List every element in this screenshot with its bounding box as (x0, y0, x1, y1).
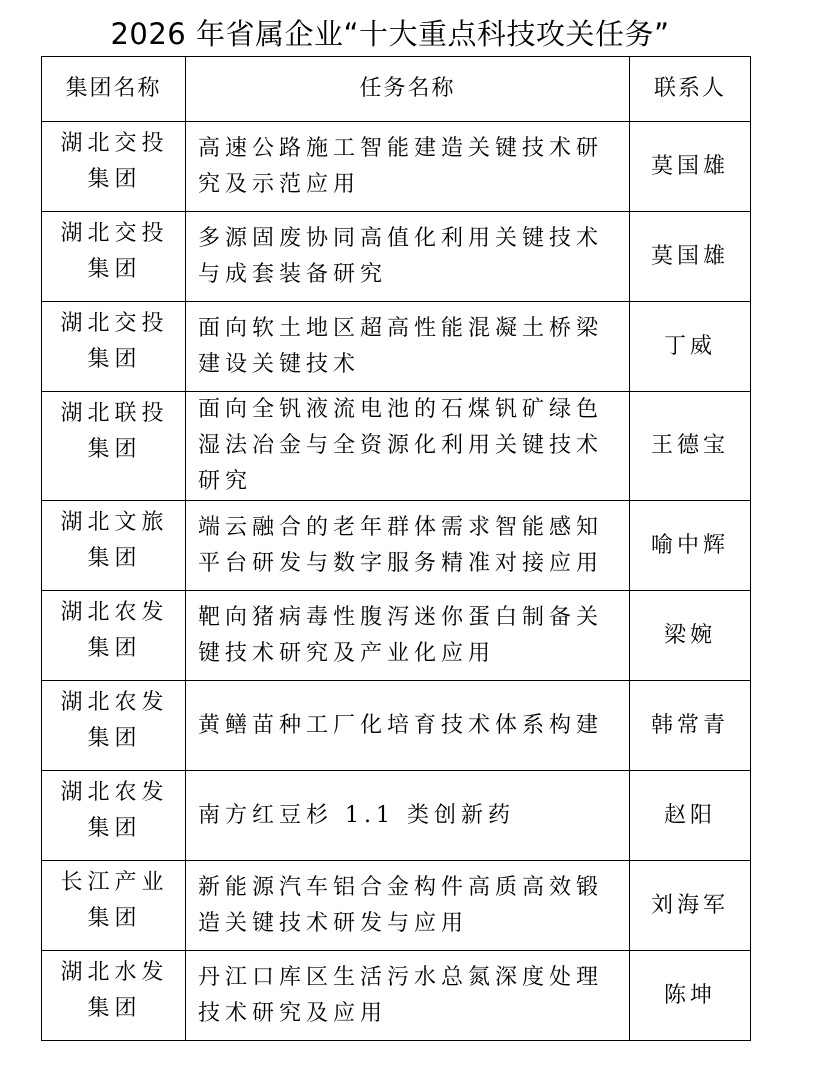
group-name-cell (42, 212, 186, 302)
group-name-cell (42, 392, 186, 501)
table-row (42, 212, 751, 302)
group-name: 湖北交投集团 (60, 131, 169, 192)
contact-person: 赵阳 (630, 771, 751, 861)
group-name: 长江产业集团 (60, 870, 169, 931)
contact-person: 莫国雄 (630, 122, 751, 212)
group-name-cell (42, 861, 186, 951)
table-body (42, 122, 751, 1041)
task-name: 面向软土地区超高性能混凝土桥梁建设关键技术 (186, 302, 630, 392)
group-name: 湖北联投集团 (60, 401, 169, 462)
contact-person: 刘海军 (630, 861, 751, 951)
group-name: 湖北农发集团 (60, 600, 169, 661)
group-name-cell (42, 501, 186, 591)
header-task-name: 任务名称 (186, 57, 630, 122)
page-title: 2026 年省属企业“十大重点科技攻关任务” (110, 17, 670, 51)
table-row (42, 392, 751, 501)
contact-person: 陈坤 (630, 951, 751, 1041)
group-name: 湖北水发集团 (60, 960, 169, 1021)
table-row (42, 861, 751, 951)
group-name-cell (42, 302, 186, 392)
task-name: 丹江口库区生活污水总氮深度处理技术研究及应用 (186, 951, 630, 1041)
contact-person: 韩常青 (630, 681, 751, 771)
task-name: 面向全钒液流电池的石煤钒矿绿色湿法冶金与全资源化利用关键技术研究 (186, 392, 630, 501)
task-name: 多源固废协同高值化利用关键技术与成套装备研究 (186, 212, 630, 302)
task-name: 端云融合的老年群体需求智能感知平台研发与数字服务精准对接应用 (186, 501, 630, 591)
task-name: 黄鳝苗种工厂化培育技术体系构建 (186, 681, 630, 771)
task-name: 高速公路施工智能建造关键技术研究及示范应用 (186, 122, 630, 212)
group-name-cell (42, 681, 186, 771)
table-row (42, 771, 751, 861)
group-name: 湖北文旅集团 (60, 510, 169, 571)
group-name-cell (42, 122, 186, 212)
group-name: 湖北农发集团 (60, 690, 169, 751)
group-name: 湖北交投集团 (60, 221, 169, 282)
group-name: 湖北交投集团 (60, 311, 169, 372)
table-row (42, 681, 751, 771)
header-group-name: 集团名称 (42, 57, 186, 122)
table-row (42, 951, 751, 1041)
group-name: 湖北农发集团 (60, 780, 169, 841)
contact-person: 喻中辉 (630, 501, 751, 591)
table-row (42, 501, 751, 591)
contact-person: 王德宝 (630, 392, 751, 501)
table-row (42, 302, 751, 392)
task-table (41, 56, 751, 1041)
contact-person: 丁威 (630, 302, 751, 392)
contact-person: 莫国雄 (630, 212, 751, 302)
header-contact: 联系人 (630, 57, 751, 122)
task-name: 南方红豆杉 1.1 类创新药 (186, 771, 630, 861)
task-name: 新能源汽车铝合金构件高质高效锻造关键技术研发与应用 (186, 861, 630, 951)
contact-person: 梁婉 (630, 591, 751, 681)
table-row (42, 122, 751, 212)
group-name-cell (42, 771, 186, 861)
task-name: 靶向猪病毒性腹泻迷你蛋白制备关键技术研究及产业化应用 (186, 591, 630, 681)
group-name-cell (42, 951, 186, 1041)
table-row (42, 591, 751, 681)
table-header-row (42, 57, 751, 122)
group-name-cell (42, 591, 186, 681)
